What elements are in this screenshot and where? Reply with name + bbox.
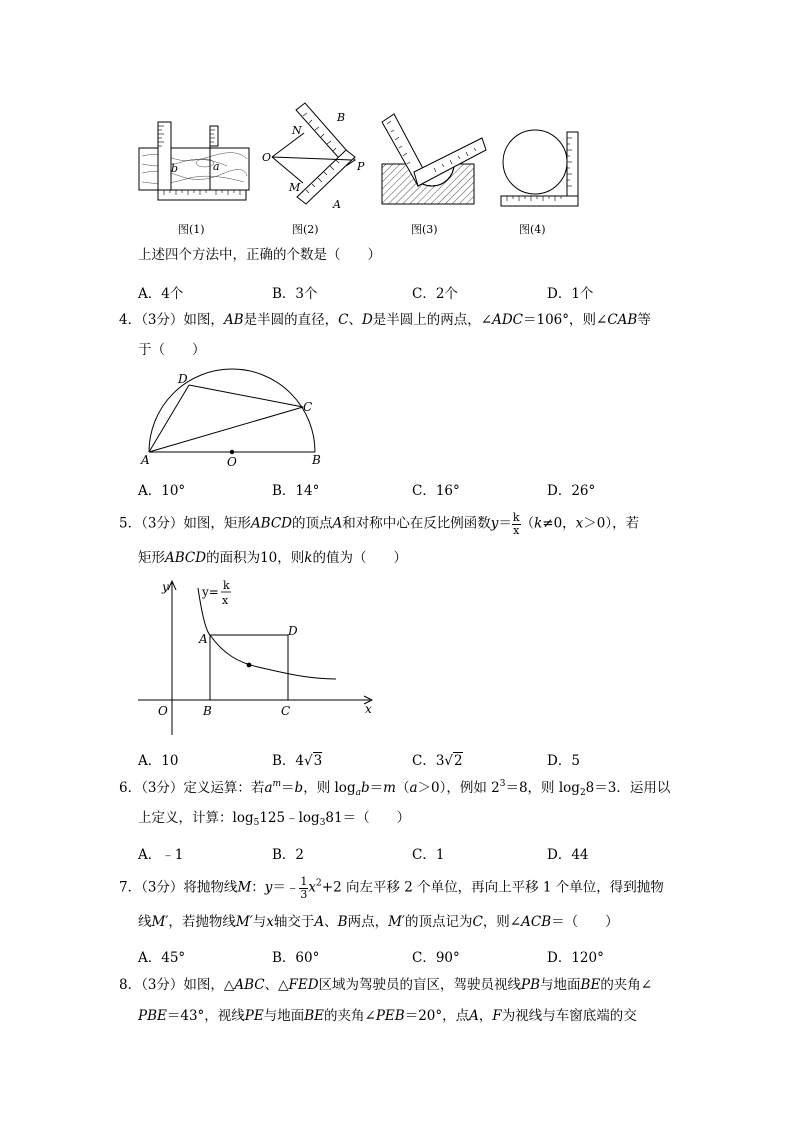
caption-fig1: 图(1) bbox=[178, 223, 205, 236]
q4-option-d: D．26° bbox=[547, 483, 596, 499]
q5-label-C: C bbox=[281, 704, 291, 718]
q5-label-B: B bbox=[203, 704, 212, 718]
q4-stem-line1: 4．（3分）如图，AB是半圆的直径，C、D是半圆上的两点，∠ADC＝106°，则∠CAB等 bbox=[119, 312, 651, 328]
q5-option-a: A．10 bbox=[138, 753, 179, 769]
q4-option-c: C．16° bbox=[412, 483, 460, 499]
q7-stem-line2: 线M′，若抛物线M′与x轴交于A、B两点，M′的顶点记为C，则∠ACB＝（ ） bbox=[138, 914, 619, 930]
q6-option-a: A．﹣1 bbox=[138, 847, 184, 863]
fig2-label-N: N bbox=[292, 124, 302, 137]
q3-option-b: B．3个 bbox=[272, 286, 318, 302]
figure-1-ruler-wood bbox=[130, 118, 260, 210]
q4-semicircle-figure bbox=[138, 366, 328, 470]
q4-option-a: A．10° bbox=[138, 483, 186, 499]
q4-label-C: C bbox=[303, 400, 313, 414]
q4-label-D: D bbox=[178, 372, 188, 386]
q3-question-tail: 上述四个方法中，正确的个数是（ ） bbox=[138, 247, 381, 263]
q5-x-axis-label: x bbox=[365, 702, 372, 716]
q7-fraction-one-third: $\frac{1}{3}$ bbox=[300, 875, 308, 901]
q5-func-x: x bbox=[222, 594, 229, 607]
q5-hyperbola-figure bbox=[138, 575, 388, 740]
q4-stem-line2: 于（ ） bbox=[138, 342, 206, 358]
q5-label-D: D bbox=[288, 624, 298, 638]
q6-stem-line1: 6．（3分）定义运算：若$a^m=b$，则 $\log_ab=m(a>0)$，例如 $2^3=8$，则 $\log_28=3$．运用以 bbox=[119, 779, 671, 798]
q7-stem-line1: 7．（3分）将抛物线M：y＝﹣ $\frac{1}{3}$ $x^2+2$ 向左平移 2 个单位，再向上平移 1 个单位，得到抛物 bbox=[119, 875, 664, 901]
q4-label-A: A bbox=[141, 453, 150, 467]
q5-label-A: A bbox=[199, 632, 208, 646]
q5-fraction-k-over-x: $\frac{k}{x}$ bbox=[512, 511, 520, 537]
q7-option-a: A．45° bbox=[138, 950, 186, 966]
q6-stem-line2: 上定义，计算：$\log_5125﹣\log_381=$（ ） bbox=[138, 810, 411, 828]
figure-2-angle-bisector bbox=[258, 100, 378, 212]
q8-stem-line2: PBE＝43°，视线PE与地面BE的夹角∠PEB＝20°，点A，F为视线与车窗底端的交 bbox=[138, 1008, 637, 1024]
q5-stem-line2: 矩形ABCD的面积为10，则k的值为（ ） bbox=[138, 550, 407, 566]
q4-label-O: O bbox=[227, 455, 237, 469]
fig2-label-O: O bbox=[262, 151, 272, 164]
figure-4-circle-ruler bbox=[497, 128, 583, 212]
fig2-label-P: P bbox=[357, 160, 365, 173]
q7-option-b: B．60° bbox=[272, 950, 320, 966]
q5-option-d: D．5 bbox=[547, 753, 580, 769]
q5-y-axis-label: y bbox=[162, 580, 169, 594]
q8-stem-line1: 8．（3分）如图，△ABC、△FED区域为驾驶员的盲区，驾驶员视线PB与地面BE的夹角∠ bbox=[119, 977, 653, 993]
q3-option-a: A．4个 bbox=[138, 286, 184, 302]
q3-option-d: D．1个 bbox=[547, 286, 594, 302]
q6-option-b: B．2 bbox=[272, 847, 305, 863]
caption-fig4: 图(4) bbox=[519, 223, 546, 236]
q3-option-c: C．2个 bbox=[412, 286, 458, 302]
q5-label-O: O bbox=[158, 704, 168, 718]
caption-fig3: 图(3) bbox=[411, 223, 438, 236]
q5-stem-line1: 5．（3分）如图，矩形ABCD的顶点A和对称中心在反比例函数y＝ $\frac{k}{x}$ （k≠0，x＞0），若 bbox=[119, 511, 640, 537]
caption-fig2: 图(2) bbox=[292, 223, 319, 236]
q5-func-k: k bbox=[223, 579, 230, 592]
fig1-label-b: b bbox=[171, 162, 179, 175]
q6-option-d: D．44 bbox=[547, 847, 589, 863]
figure-3-set-square-semicircle bbox=[378, 108, 490, 208]
q6-option-c: C．1 bbox=[412, 847, 445, 863]
q4-option-b: B．14° bbox=[272, 483, 320, 499]
q5-option-c: C．3√2 bbox=[412, 753, 463, 769]
fig2-label-B: B bbox=[337, 111, 346, 124]
q7-option-c: C．90° bbox=[412, 950, 460, 966]
q7-option-d: D．120° bbox=[547, 950, 604, 966]
fig2-label-M: M bbox=[289, 181, 301, 194]
q5-func-y-eq: y= bbox=[202, 585, 219, 599]
q4-label-B: B bbox=[312, 453, 321, 467]
fig1-label-a: a bbox=[213, 160, 220, 173]
q5-option-b: B．4√3 bbox=[272, 753, 323, 769]
fig2-label-A: A bbox=[333, 198, 341, 211]
